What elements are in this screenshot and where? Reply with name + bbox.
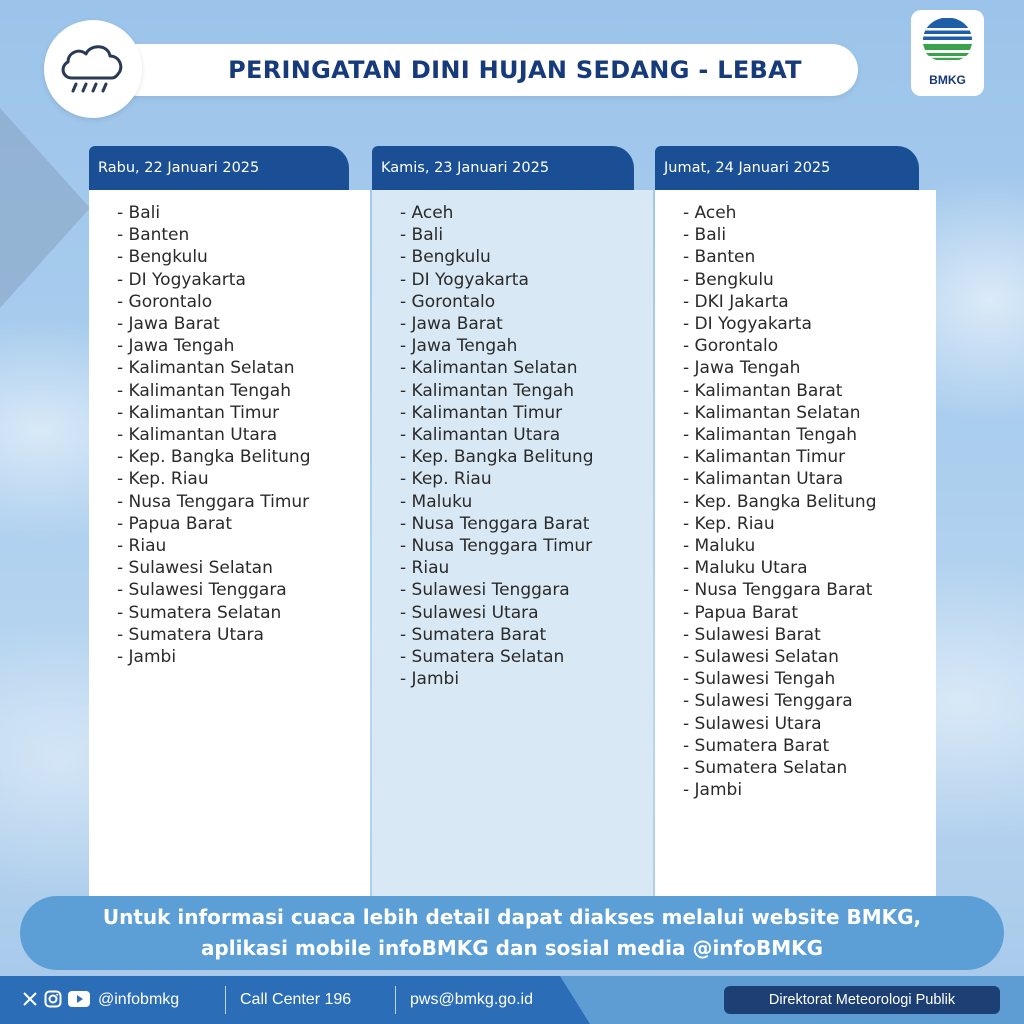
region-list-item: - Nusa Tenggara Barat xyxy=(400,513,590,534)
region-list-item: - Sumatera Barat xyxy=(400,624,547,645)
region-list-item: - Nusa Tenggara Barat xyxy=(683,580,873,601)
column-body xyxy=(655,190,936,897)
region-list-item: - Jambi xyxy=(400,669,460,690)
region-list-item: - Banten xyxy=(117,225,190,246)
region-list-item: - Aceh xyxy=(400,203,454,223)
region-list-item: - Kep. Riau xyxy=(683,513,775,534)
region-list-item: - Kalimantan Tengah xyxy=(400,380,574,401)
region-list-item: - Sulawesi Selatan xyxy=(117,558,273,579)
column-body xyxy=(89,190,370,897)
bmkg-logo xyxy=(911,10,984,96)
social-icons xyxy=(22,990,90,1008)
page-title: PERINGATAN DINI HUJAN SEDANG - LEBAT xyxy=(228,56,802,84)
region-list-item: - Bengkulu xyxy=(117,247,208,268)
region-list-item: - Sumatera Selatan xyxy=(683,758,848,779)
region-list-item: - Aceh xyxy=(683,203,737,223)
email-contact[interactable]: pws@bmkg.go.id xyxy=(410,991,533,1008)
footer-divider xyxy=(225,986,226,1014)
region-list-item: - Sumatera Utara xyxy=(117,624,264,645)
region-list xyxy=(400,202,593,690)
region-list-item: - Kalimantan Timur xyxy=(683,447,846,468)
region-list xyxy=(117,202,310,668)
region-list-item: - Sulawesi Selatan xyxy=(683,647,839,668)
region-list-item: - Jawa Tengah xyxy=(683,358,801,379)
region-list-item: - Gorontalo xyxy=(683,336,779,357)
region-list-item: - Bali xyxy=(117,203,161,223)
region-list-item: - Banten xyxy=(683,247,756,268)
column-date-tab: Kamis, 23 Januari 2025 xyxy=(372,146,634,190)
info-banner xyxy=(20,896,1004,970)
region-list-item: - Kalimantan Tengah xyxy=(683,425,857,446)
region-list-item: - Maluku xyxy=(400,491,473,512)
region-list xyxy=(683,202,876,801)
region-list-item: - Sulawesi Tenggara xyxy=(683,691,853,712)
column-body xyxy=(372,190,653,897)
region-list-item: - Kalimantan Selatan xyxy=(400,358,578,379)
region-list-item: - Bengkulu xyxy=(683,269,774,290)
region-list-item: - DI Yogyakarta xyxy=(117,269,246,290)
instagram-icon[interactable] xyxy=(44,990,62,1008)
region-list-item: - Jawa Barat xyxy=(117,314,220,335)
bmkg-logo-icon xyxy=(920,18,975,70)
region-list-item: - Maluku xyxy=(683,536,756,557)
directorate-badge: Direktorat Meteorologi Publik xyxy=(724,986,1000,1014)
region-list-item: - Kalimantan Utara xyxy=(117,425,278,446)
social-handle[interactable]: @infobmkg xyxy=(98,991,180,1008)
region-list-item: - Bengkulu xyxy=(400,247,491,268)
region-list-item: - Maluku Utara xyxy=(683,558,808,579)
region-list-item: - Sulawesi Utara xyxy=(400,602,539,623)
region-list-item: - Sumatera Selatan xyxy=(117,602,282,623)
region-list-item: - DI Yogyakarta xyxy=(683,314,812,335)
region-list-item: - Gorontalo xyxy=(117,291,213,312)
region-list-item: - Sulawesi Tenggara xyxy=(400,580,570,601)
region-list-item: - Sumatera Selatan xyxy=(400,647,565,668)
region-list-item: - Bali xyxy=(683,225,727,246)
info-line-1: Untuk informasi cuaca lebih detail dapat diakses melalui website BMKG, xyxy=(102,905,922,929)
region-list-item: - Papua Barat xyxy=(683,602,798,623)
region-list-item: - Kalimantan Timur xyxy=(117,402,280,423)
region-list-item: - Jawa Tengah xyxy=(400,336,518,357)
background-decoration xyxy=(0,108,90,308)
region-list-item: - Gorontalo xyxy=(400,291,496,312)
region-list-item: - Kalimantan Selatan xyxy=(683,402,861,423)
region-list-item: - Riau xyxy=(400,558,450,579)
region-list-item: - Kalimantan Tengah xyxy=(117,380,291,401)
rain-cloud-badge xyxy=(44,20,142,118)
region-list-item: - Kep. Bangka Belitung xyxy=(683,491,877,512)
rain-cloud-icon xyxy=(58,38,128,100)
region-list-item: - Sumatera Barat xyxy=(683,735,830,756)
column-date-tab: Rabu, 22 Januari 2025 xyxy=(89,146,349,190)
region-list-item: - Kep. Riau xyxy=(400,469,492,490)
x-icon[interactable] xyxy=(22,991,38,1007)
youtube-icon[interactable] xyxy=(68,991,90,1007)
header-banner xyxy=(112,44,858,96)
region-list-item: - Kalimantan Barat xyxy=(683,380,843,401)
region-list-item: - DKI Jakarta xyxy=(683,291,789,312)
call-center: Call Center 196 xyxy=(240,991,352,1008)
region-list-item: - Nusa Tenggara Timur xyxy=(400,536,593,557)
logo-text: BMKG xyxy=(929,73,966,87)
region-list-item: - Riau xyxy=(117,536,167,557)
region-list-item: - Jambi xyxy=(117,647,177,668)
region-list-item: - Jawa Tengah xyxy=(117,336,235,357)
region-list-item: - Sulawesi Barat xyxy=(683,624,821,645)
region-list-item: - Jambi xyxy=(683,780,743,801)
region-list-item: - Kep. Bangka Belitung xyxy=(117,447,311,468)
region-list-item: - Nusa Tenggara Timur xyxy=(117,491,310,512)
region-list-item: - Sulawesi Tenggara xyxy=(117,580,287,601)
info-line-2: aplikasi mobile infoBMKG dan sosial media @infoBMKG xyxy=(200,936,824,960)
region-list-item: - Kalimantan Timur xyxy=(400,402,563,423)
region-list-item: - Kep. Bangka Belitung xyxy=(400,447,594,468)
region-list-item: - Papua Barat xyxy=(117,513,232,534)
footer-divider xyxy=(395,986,396,1014)
region-list-item: - Kalimantan Utara xyxy=(400,425,561,446)
region-list-item: - Bali xyxy=(400,225,444,246)
region-list-item: - Kep. Riau xyxy=(117,469,209,490)
region-list-item: - DI Yogyakarta xyxy=(400,269,529,290)
region-list-item: - Sulawesi Tengah xyxy=(683,669,836,690)
region-list-item: - Jawa Barat xyxy=(400,314,503,335)
region-list-item: - Kalimantan Utara xyxy=(683,469,844,490)
column-date-tab: Jumat, 24 Januari 2025 xyxy=(655,146,919,190)
region-list-item: - Sulawesi Utara xyxy=(683,713,822,734)
region-list-item: - Kalimantan Selatan xyxy=(117,358,295,379)
